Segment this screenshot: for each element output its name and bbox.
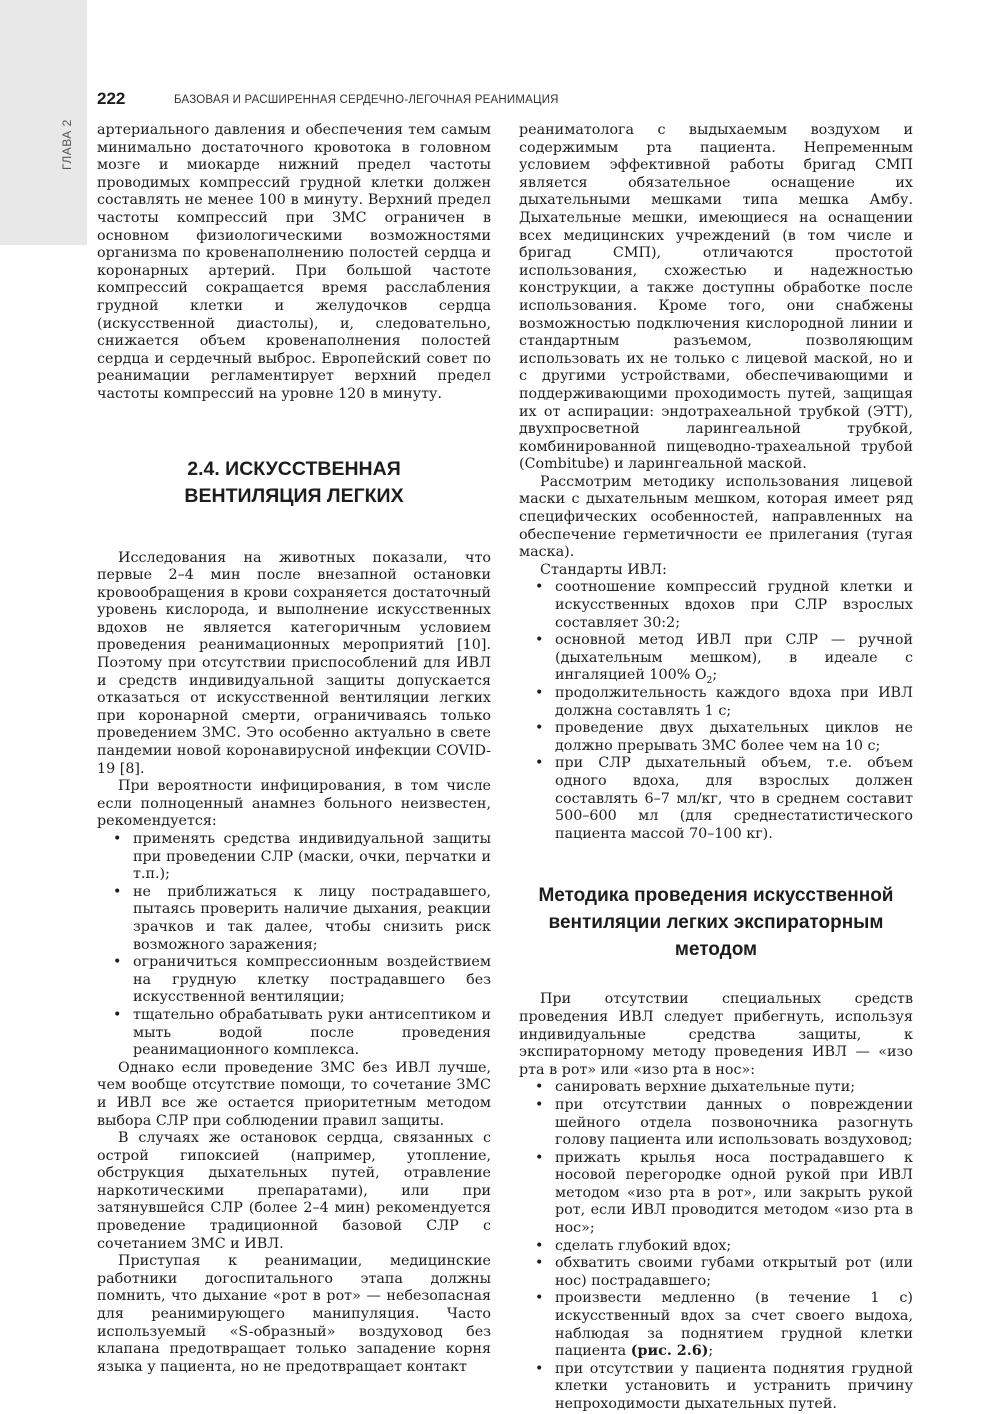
list-item xyxy=(535,632,913,685)
figure-reference: (рис. 2.6) xyxy=(630,1343,709,1360)
list-item: • соотношение компрессий грудной клетки и искусственных вдохов при СЛР взрослых составляет 30:2; xyxy=(535,579,913,632)
list-item: • ограничиться компрессионным воздействием на грудную клетку пострадавшего без искусственной вентиляции; xyxy=(113,954,491,1007)
subscript: 2 xyxy=(706,676,713,687)
list-item: • при отсутствии у пациента поднятия грудной клетки установить и устранить причину непроходимости дыхательных путей. xyxy=(535,1361,913,1414)
list-item-text: произвести медленно (в течение 1 с) искусственный вдох за счет своего выдоха, наблюдая за поднятием грудной клетки пациента xyxy=(555,1290,913,1360)
paragraph: артериального давления и обеспечения тем самым минимально достаточного кровотока в головном мозге и миокарде нижний предел частоты проводимых компрессий грудной клетки должен составлять не менее 100 в минуту. Верхний предел частоты компрессий при ЗМС ограничен в основном физиологическими возможностями организма по кровенаполнению полостей сердца и коронарных артерий. При большой частоте компрессий сокращается время расслабления грудной клетки и желудочков сердца (искусственной диастолы), и, следовательно, снижается объем кровенаполнения полостей сердца и сердечный выброс. Европейский совет по реанимации регламентирует верхний предел частоты компрессий на уровне 120 в минуту. xyxy=(97,122,491,402)
paragraph: Приступая к реанимации, медицинские работники догоспитального этапа должны помнить, что дыхание «рот в рот» — небезопасная для реанимирующего манипуляция. Часто используемый «S-образный» воздуховод без клапана предотвращает только западение корня языка у пациента, но не предотвращает контакт xyxy=(97,1253,491,1375)
list-item: • при СЛР дыхательный объем, т.е. объем одного вдоха, для взрослых должен составлять 6–7 мл/кг, что в среднем составит 500–600 мл (для среднестатистического пациента массой 70–100 кг). xyxy=(535,755,913,843)
list-item: • сделать глубокий вдох; xyxy=(535,1238,913,1256)
list-item-tail: ; xyxy=(708,1343,714,1360)
list-item: • санировать верхние дыхательные пути; xyxy=(535,1079,913,1097)
list-item: • проведение двух дыхательных циклов не должно прерывать ЗМС более чем на 10 с; xyxy=(535,720,913,755)
list-item: • продолжительность каждого вдоха при ИВЛ должна составлять 1 с; xyxy=(535,685,913,720)
standards-list xyxy=(519,579,913,843)
list-item: • не приближаться к лицу пострадавшего, пытаясь проверить наличие дыхания, реакции зрачков и так далее, чтобы снизить риск возможного заражения; xyxy=(113,884,491,954)
chapter-tab-label: ГЛАВА 2 xyxy=(60,119,74,170)
list-item: • прижать крылья носа пострадавшего к носовой перегородке одной рукой при ИВЛ методом «изо рта в рот», или закрыть рукой рот, если ИВЛ проводится методом «изо рта в нос»; xyxy=(535,1150,913,1238)
paragraph: Однако если проведение ЗМС без ИВЛ лучше, чем вообще отсутствие помощи, то сочетание ЗМС и ИВЛ все же остается приоритетным методом выбора СЛР при соблюдении правил защиты. xyxy=(97,1059,491,1129)
page-number: 222 xyxy=(97,89,126,108)
paragraph: При вероятности инфицирования, в том числе если полноценный анамнез больного неизвестен, рекомендуется: xyxy=(97,778,491,830)
recommendation-list xyxy=(97,831,491,1060)
running-head: БАЗОВАЯ И РАСШИРЕННАЯ СЕРДЕЧНО-ЛЕГОЧНАЯ РЕАНИМАЦИЯ xyxy=(174,94,559,106)
paragraph: реаниматолога с выдыхаемым воздухом и содержимым рта пациента. Непременным условием эффективной работы бригад СМП является обязательное оснащение их дыхательными мешками типа мешка Амбу. Дыхательные мешки, имеющиеся на оснащении всех медицинских учреждений (в том числе и бригад СМП), отличаются простотой использования, схожестью и надежностью конструкции, а также доступны обработке после использования. Кроме того, они снабжены возможностью подключения кислородной линии и стандартным разъемом, позволяющим использовать их не только с лицевой маской, но и с другими устройствами, обеспечивающими и поддерживающими проходимость путей, защищая их от аспирации: эндотрахеальной трубкой (ЭТТ), двухпросветной ларингеальной трубкой, комбинированной пищеводно-трахеальной трубой (Combitube) и ларингеальной маской. xyxy=(519,122,913,473)
paragraph: В случаях же остановок сердца, связанных с острой гипоксией (например, утопление, обструкция дыхательных путей, отравление наркотическими препаратами), или при затянувшейся СЛР (более 2–4 мин) рекомендуется проведение традиционной базовой СЛР с сочетанием ЗМС и ИВЛ. xyxy=(97,1130,491,1252)
list-item: • обхватить своими губами открытый рот (или нос) пострадавшего; xyxy=(535,1255,913,1290)
list-item: • тщательно обрабатывать руки антисептиком и мыть водой после проведения реанимационного комплекса. xyxy=(113,1007,491,1060)
subsection-heading: Методика проведения искусственной вентиляции легких экспираторным методом xyxy=(538,885,894,961)
procedure-steps-list xyxy=(519,1079,913,1413)
list-item: • при отсутствии данных о повреждении шейного отдела позвоночника разогнуть голову пациента или использовать воздуховод; xyxy=(535,1097,913,1150)
list-item xyxy=(535,1290,913,1360)
right-column xyxy=(519,122,913,1414)
paragraph: Исследования на животных показали, что первые 2–4 мин после внезапной остановки кровообращения в крови сохраняется достаточный уровень кислорода, и выполнение искусственных вдохов не является категоричным условием проведения реанимационных мероприятий [10]. Поэтому при отсутствии приспособлений для ИВЛ и средств индивидуальной защиты допускается отказаться от искусственной вентиляции легких при коронарной смерти, ограничиваясь только проведением ЗМС. Это особенно актуально в свете пандемии новой коронавирусной инфекции COVID-19 [8]. xyxy=(97,549,491,777)
paragraph: Рассмотрим методику использования лицевой маски с дыхательным мешком, которая имеет ряд специфических особенностей, направленных на обеспечение герметичности ее прилегания (тугая маска). xyxy=(519,473,913,561)
section-heading: 2.4. ИСКУССТВЕННАЯ ВЕНТИЛЯЦИЯ ЛЕГКИХ xyxy=(184,457,404,507)
list-item-tail: ; xyxy=(712,667,718,684)
paragraph: Стандарты ИВЛ: xyxy=(540,561,667,578)
list-item: • применять средства индивидуальной защиты при проведении СЛР (маски, очки, перчатки и т.п.); xyxy=(113,831,491,884)
left-column xyxy=(97,122,491,1376)
paragraph: При отсутствии специальных средств проведения ИВЛ следует прибегнуть, используя индивидуальные средства защиты, к экспираторному методу проведения ИВЛ — «изо рта в рот» или «изо рта в нос»: xyxy=(519,991,913,1078)
list-item-text: основной метод ИВЛ при СЛР — ручной (дыхательным мешком), в идеале с ингаляцией 100% O xyxy=(555,632,913,684)
